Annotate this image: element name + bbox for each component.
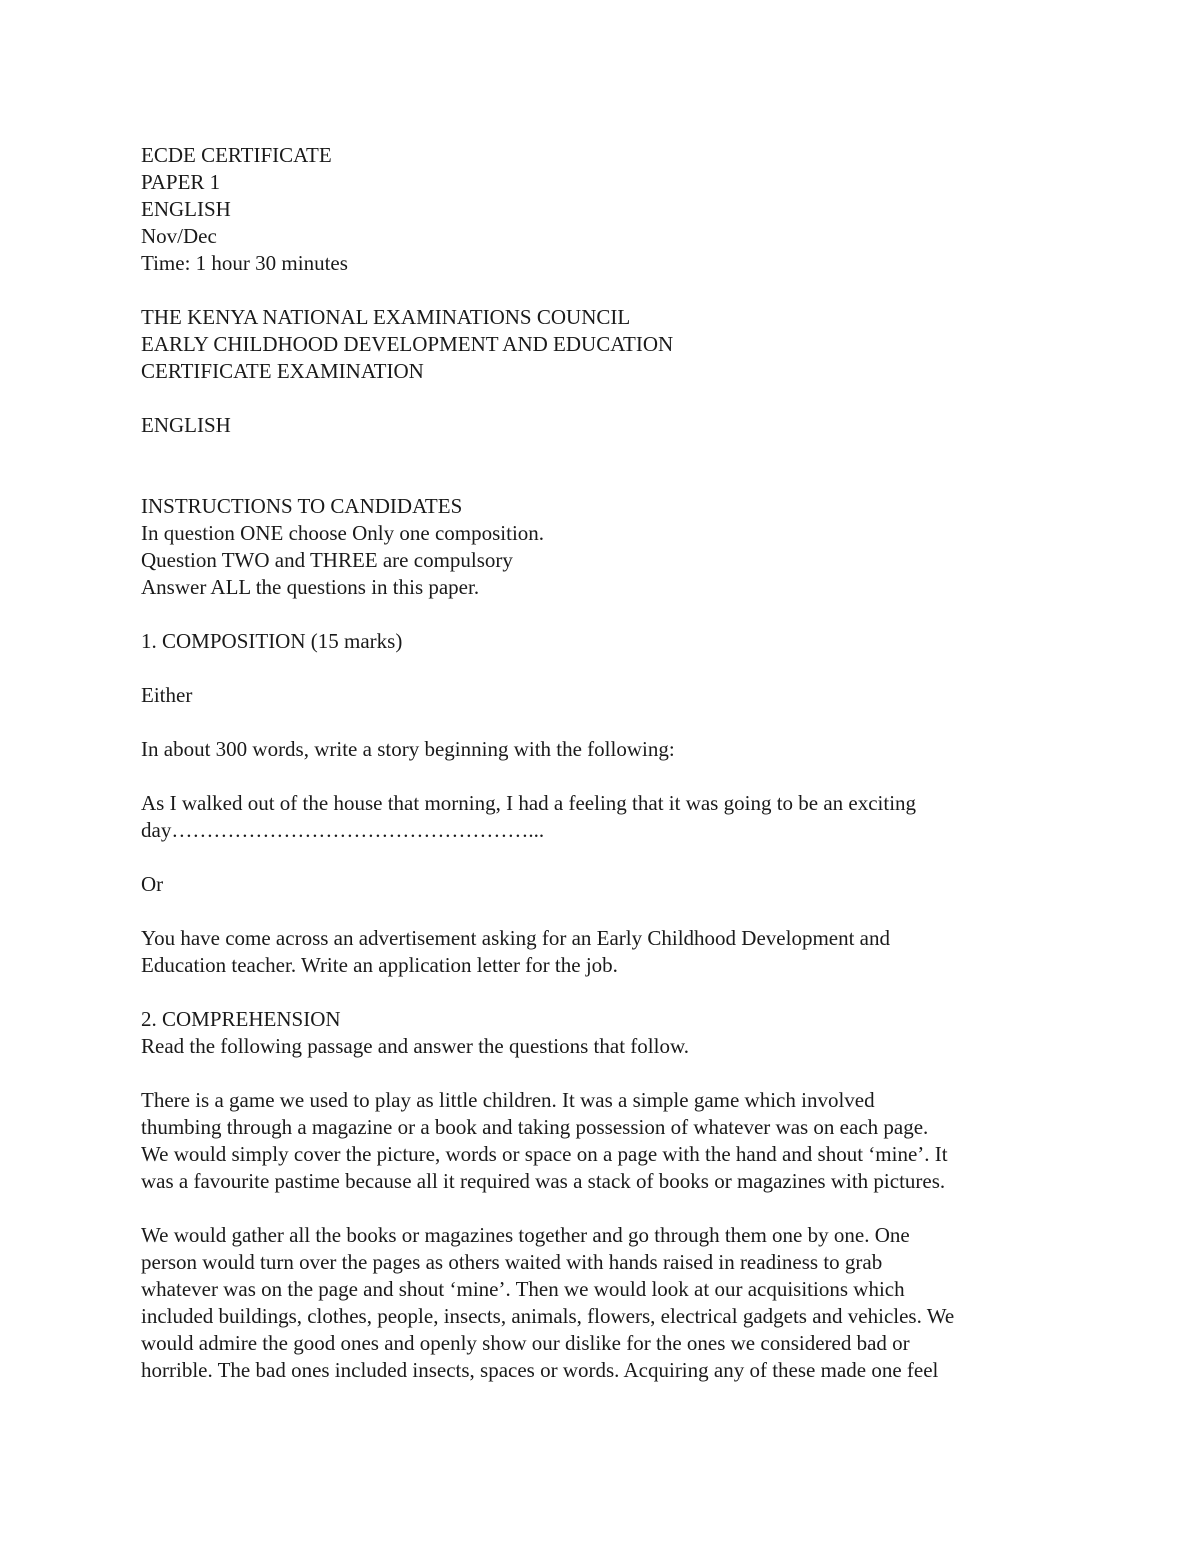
- alternative-prompt-line: You have come across an advertisement asking for an Early Childhood Development and: [141, 926, 891, 950]
- spacer: [141, 898, 1071, 925]
- council-exam: CERTIFICATE EXAMINATION: [141, 359, 424, 383]
- spacer: [141, 601, 1071, 628]
- passage-line: was a favourite pastime because all it required was a stack of books or magazines with pictures.: [141, 1169, 946, 1193]
- subject-heading: ENGLISH: [141, 413, 231, 437]
- passage-line: horrible. The bad ones included insects, spaces or words. Acquiring any of these made one feel: [141, 1358, 939, 1382]
- spacer: [141, 277, 1071, 304]
- passage-line: whatever was on the page and shout ‘mine’. Then we would look at our acquisitions which: [141, 1277, 905, 1301]
- passage-line: We would gather all the books or magazines together and go through them one by one. One: [141, 1223, 910, 1247]
- spacer: [141, 979, 1071, 1006]
- either-label: Either: [141, 683, 193, 707]
- passage-line: thumbing through a magazine or a book and taking possession of whatever was on each page.: [141, 1115, 929, 1139]
- paper-number: PAPER 1: [141, 170, 221, 194]
- instructions-block: [141, 493, 1071, 601]
- council-name: THE KENYA NATIONAL EXAMINATIONS COUNCIL: [141, 305, 631, 329]
- question-2: [141, 1006, 1071, 1384]
- spacer: [141, 709, 1071, 736]
- exam-header: [141, 142, 1071, 277]
- passage-paragraph-2: [141, 1222, 1071, 1384]
- spacer: [141, 1195, 1071, 1222]
- council-program: EARLY CHILDHOOD DEVELOPMENT AND EDUCATION: [141, 332, 674, 356]
- spacer: [141, 655, 1071, 682]
- passage-line: person would turn over the pages as others waited with hands raised in readiness to grab: [141, 1250, 883, 1274]
- passage-line: There is a game we used to play as little children. It was a simple game which involved: [141, 1088, 875, 1112]
- passage-line: would admire the good ones and openly show our dislike for the ones we considered bad or: [141, 1331, 910, 1355]
- spacer: [141, 439, 1071, 493]
- council-block: [141, 304, 1071, 385]
- exam-time: Time: 1 hour 30 minutes: [141, 251, 348, 275]
- story-opening-line: As I walked out of the house that morning, I had a feeling that it was going to be an exciting: [141, 791, 917, 815]
- exam-session: Nov/Dec: [141, 224, 217, 248]
- instruction-item: Question TWO and THREE are compulsory: [141, 548, 513, 572]
- question-2-heading: 2. COMPREHENSION: [141, 1007, 341, 1031]
- exam-page: [141, 142, 1071, 1384]
- spacer: [141, 844, 1071, 871]
- passage-line: We would simply cover the picture, words or space on a page with the hand and shout ‘mine’. It: [141, 1142, 948, 1166]
- passage-line: included buildings, clothes, people, insects, animals, flowers, electrical gadgets and vehicles. We: [141, 1304, 955, 1328]
- story-opening-line: day……………………………………………...: [141, 818, 545, 842]
- spacer: [141, 385, 1071, 412]
- subject-line: ENGLISH: [141, 197, 231, 221]
- passage-paragraph-1: [141, 1087, 1071, 1195]
- spacer: [141, 1060, 1071, 1087]
- instruction-item: In question ONE choose Only one composition.: [141, 521, 545, 545]
- comprehension-instruction: Read the following passage and answer the questions that follow.: [141, 1034, 690, 1058]
- instructions-heading: INSTRUCTIONS TO CANDIDATES: [141, 494, 463, 518]
- composition-prompt: In about 300 words, write a story beginning with the following:: [141, 737, 675, 761]
- certificate-title: ECDE CERTIFICATE: [141, 143, 332, 167]
- instruction-item: Answer ALL the questions in this paper.: [141, 575, 480, 599]
- question-1: [141, 628, 1071, 979]
- or-label: Or: [141, 872, 164, 896]
- alternative-prompt-line: Education teacher. Write an application letter for the job.: [141, 953, 618, 977]
- question-1-heading: 1. COMPOSITION (15 marks): [141, 629, 403, 653]
- spacer: [141, 763, 1071, 790]
